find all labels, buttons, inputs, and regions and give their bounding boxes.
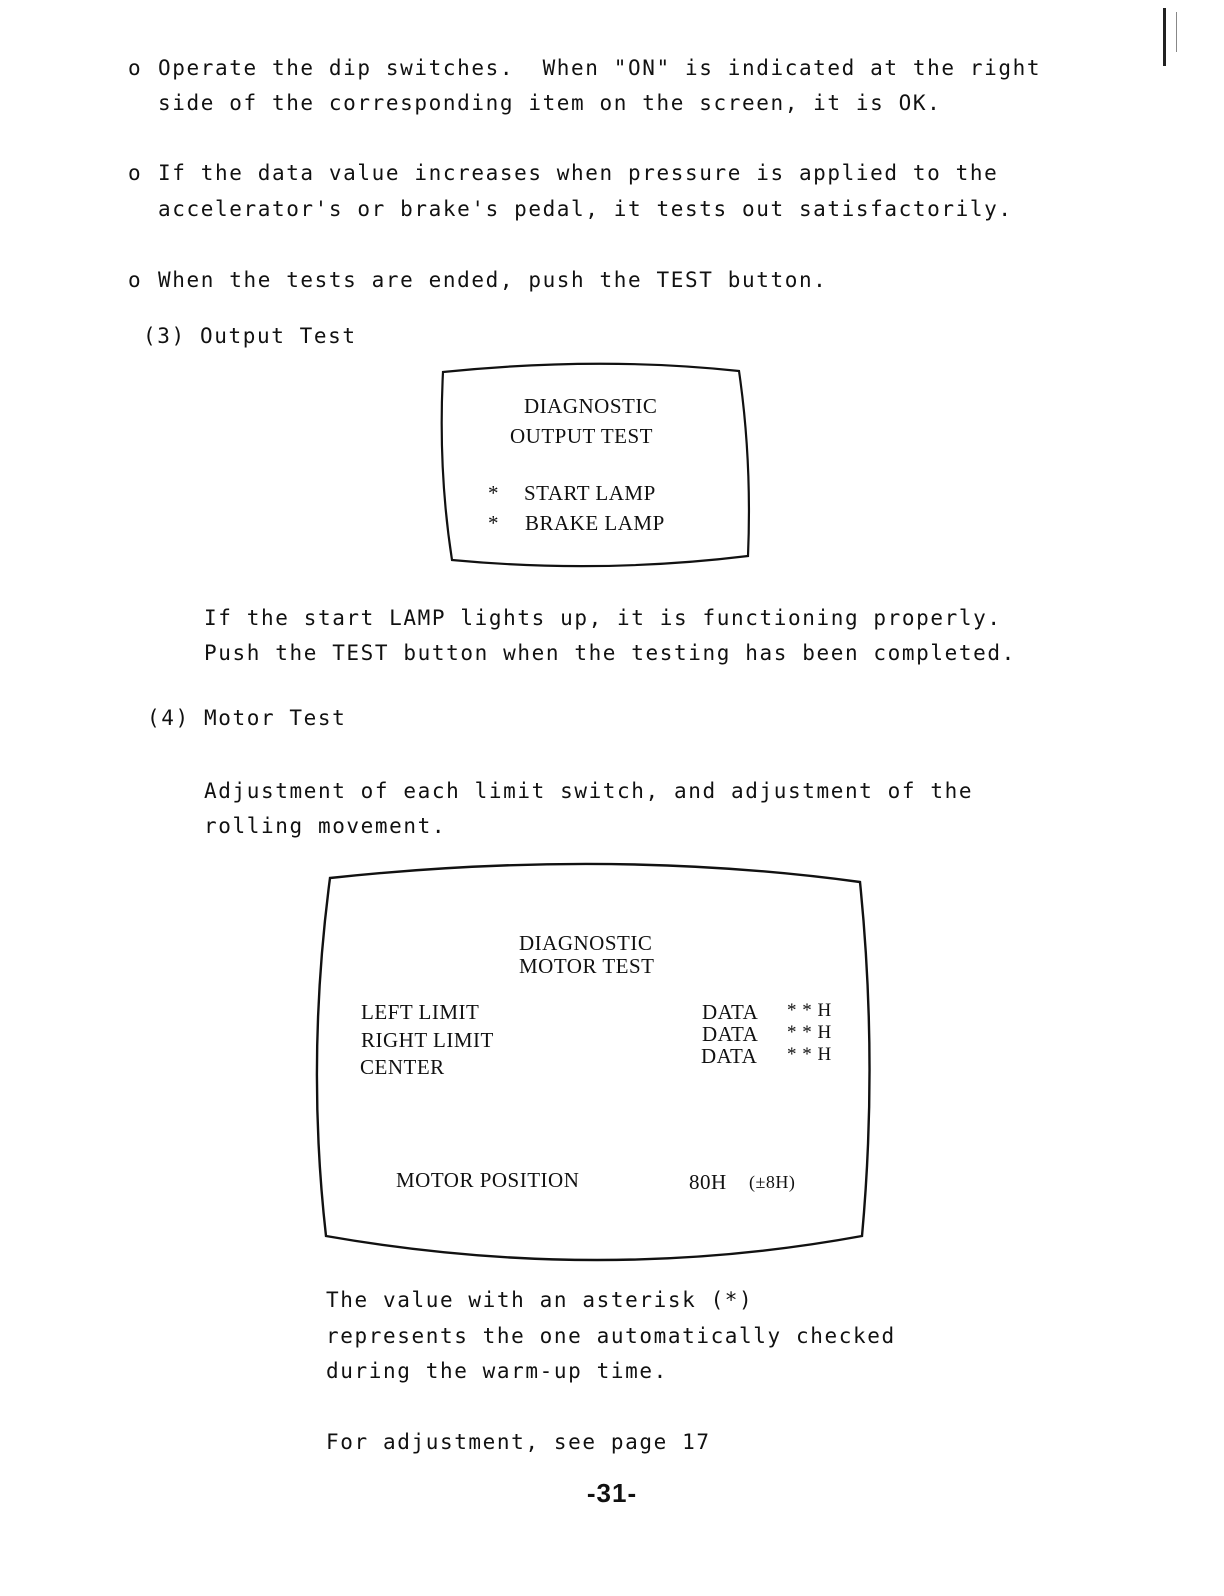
bullet-3-line-1: When the tests are ended, push the TEST button. [158, 268, 828, 292]
adjustment-note: For adjustment, see page 17 [326, 1430, 711, 1454]
bullet-1-line-1: Operate the dip switches. When "ON" is indicated at the right [158, 56, 1042, 80]
motor-screen-title-1: DIAGNOSTIC [519, 931, 653, 955]
motor-intro-line-1: Adjustment of each limit switch, and adjustment of the [204, 779, 974, 803]
motor-test-heading: (4) Motor Test [147, 706, 347, 730]
motor-screen-title-2: MOTOR TEST [519, 954, 655, 978]
bullet-1-line-2: side of the corresponding item on the screen, it is OK. [158, 91, 942, 115]
output-note-line-1: If the start LAMP lights up, it is functioning properly. [204, 606, 1002, 630]
output-item-2-marker: * [488, 511, 499, 535]
motor-row-3-value: * * H [787, 1044, 832, 1065]
motor-row-3-label: CENTER [360, 1055, 445, 1079]
motor-row-2-label: RIGHT LIMIT [361, 1028, 494, 1052]
bullet-2-line-1: If the data value increases when pressure is applied to the [158, 161, 999, 185]
motor-row-1-label: LEFT LIMIT [361, 1000, 480, 1024]
motor-intro-line-2: rolling movement. [204, 814, 447, 838]
motor-note-line-2: represents the one automatically checked [326, 1324, 896, 1348]
bullet-marker-2: o [128, 161, 143, 185]
motor-row-3-data-label: DATA [701, 1044, 758, 1068]
motor-position-value: 80H [689, 1170, 727, 1194]
motor-position-label: MOTOR POSITION [396, 1168, 580, 1192]
bullet-2-line-2: accelerator's or brake's pedal, it tests out satisfactorily. [158, 197, 1013, 221]
motor-row-1-data-label: DATA [702, 1000, 759, 1024]
page-number: -31- [586, 1478, 638, 1508]
output-note-line-2: Push the TEST button when the testing has been completed. [204, 641, 1016, 665]
motor-row-2-value: * * H [787, 1022, 832, 1043]
scan-artifact-mark [1163, 8, 1166, 66]
motor-note-line-1: The value with an asterisk (*) [326, 1288, 754, 1312]
motor-row-1-value: * * H [787, 1000, 832, 1021]
output-test-heading: (3) Output Test [143, 324, 357, 348]
output-item-1-label: START LAMP [524, 481, 656, 505]
bullet-marker-1: o [128, 56, 143, 80]
bullet-marker-3: o [128, 268, 143, 292]
output-item-2-label: BRAKE LAMP [525, 511, 665, 535]
motor-row-2-data-label: DATA [702, 1022, 759, 1046]
scan-artifact-mark-faint [1176, 12, 1177, 52]
motor-position-tolerance: (±8H) [749, 1172, 796, 1192]
output-item-1-marker: * [488, 481, 499, 505]
output-screen-title-2: OUTPUT TEST [510, 424, 653, 448]
output-screen-title-1: DIAGNOSTIC [524, 394, 658, 418]
motor-note-line-3: during the warm-up time. [326, 1359, 668, 1383]
